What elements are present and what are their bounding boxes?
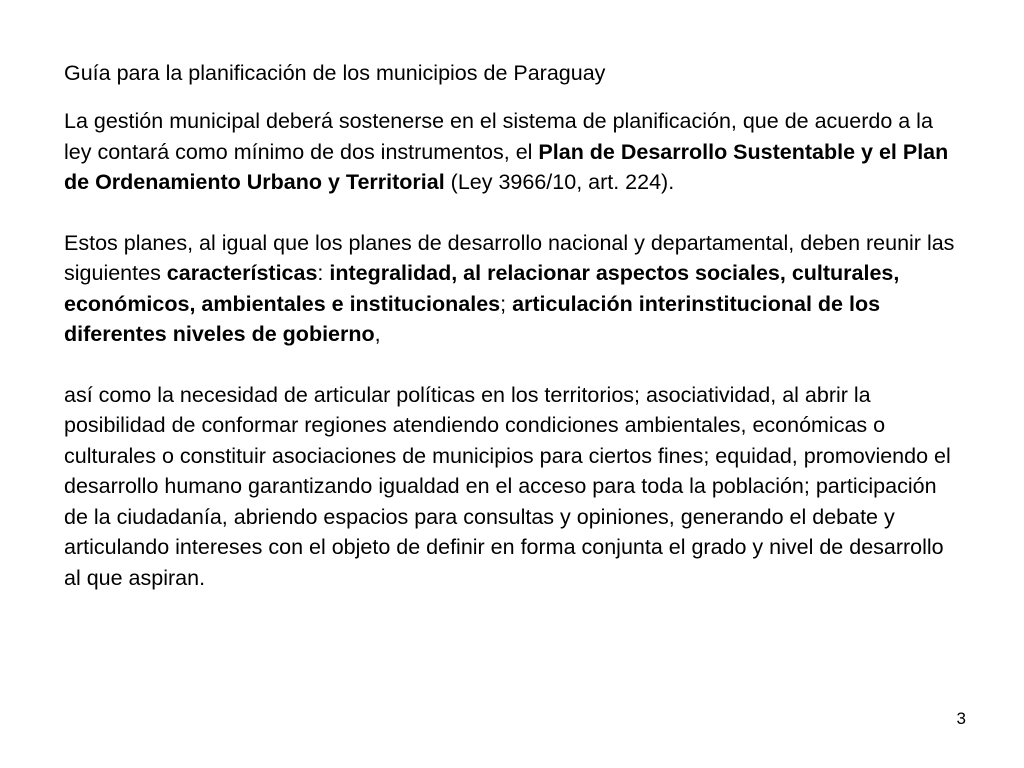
paragraph-plans bbox=[64, 106, 964, 198]
slide-title: Guía para la planificación de los municipios de Paraguay bbox=[64, 61, 606, 85]
paragraph-characteristics bbox=[64, 228, 964, 350]
paragraph-characteristics-text-3: ; bbox=[500, 291, 513, 316]
paragraph-characteristics-bold-articulation: articulación interinstitucional de los diferentes niveles de gobierno bbox=[64, 291, 881, 346]
paragraph-characteristics-text-2: : bbox=[317, 261, 330, 285]
page-number: 3 bbox=[956, 709, 966, 728]
paragraph-characteristics-bold-characteristics: características bbox=[166, 261, 318, 285]
paragraph-characteristics-text-4: , bbox=[374, 322, 381, 346]
paragraph-policies: así como la necesidad de articular políticas en los territorios; asociatividad, al abrir la posibilidad de conformar regiones atendiendo condiciones ambientales, económicas o culturales o constituir asociaciones de municipios para ciertos fines; equidad, promoviendo el desarrollo humano garantizando igualdad en el acceso para toda la población; participación de la ciudadanía, abriendo espacios para consultas y opiniones, generando el debate y articulando intereses con el objeto de definir en forma conjunta el grado y nivel de desarrollo al que aspiran. bbox=[64, 382, 951, 590]
paragraph-characteristics-text-1: Estos planes, al igual que los planes de desarrollo nacional y departamental, deben reunir las siguientes bbox=[64, 230, 955, 285]
slide-content bbox=[64, 58, 964, 623]
paragraph-plans-text-2: (Ley 3966/10, art. 224). bbox=[444, 170, 675, 194]
paragraph-characteristics-bold-integrality: integralidad, al relacionar aspectos sociales, culturales, económicos, ambientales e institucionales bbox=[64, 261, 900, 316]
paragraph-plans-bold-plans: Plan de Desarrollo Sustentable y el Plan de Ordenamiento Urbano y Territorial bbox=[64, 139, 949, 194]
paragraph-plans-text-1: La gestión municipal deberá sostenerse en el sistema de planificación, que de acuerdo a la ley contará como mínimo de dos instrumentos, el bbox=[64, 109, 933, 164]
